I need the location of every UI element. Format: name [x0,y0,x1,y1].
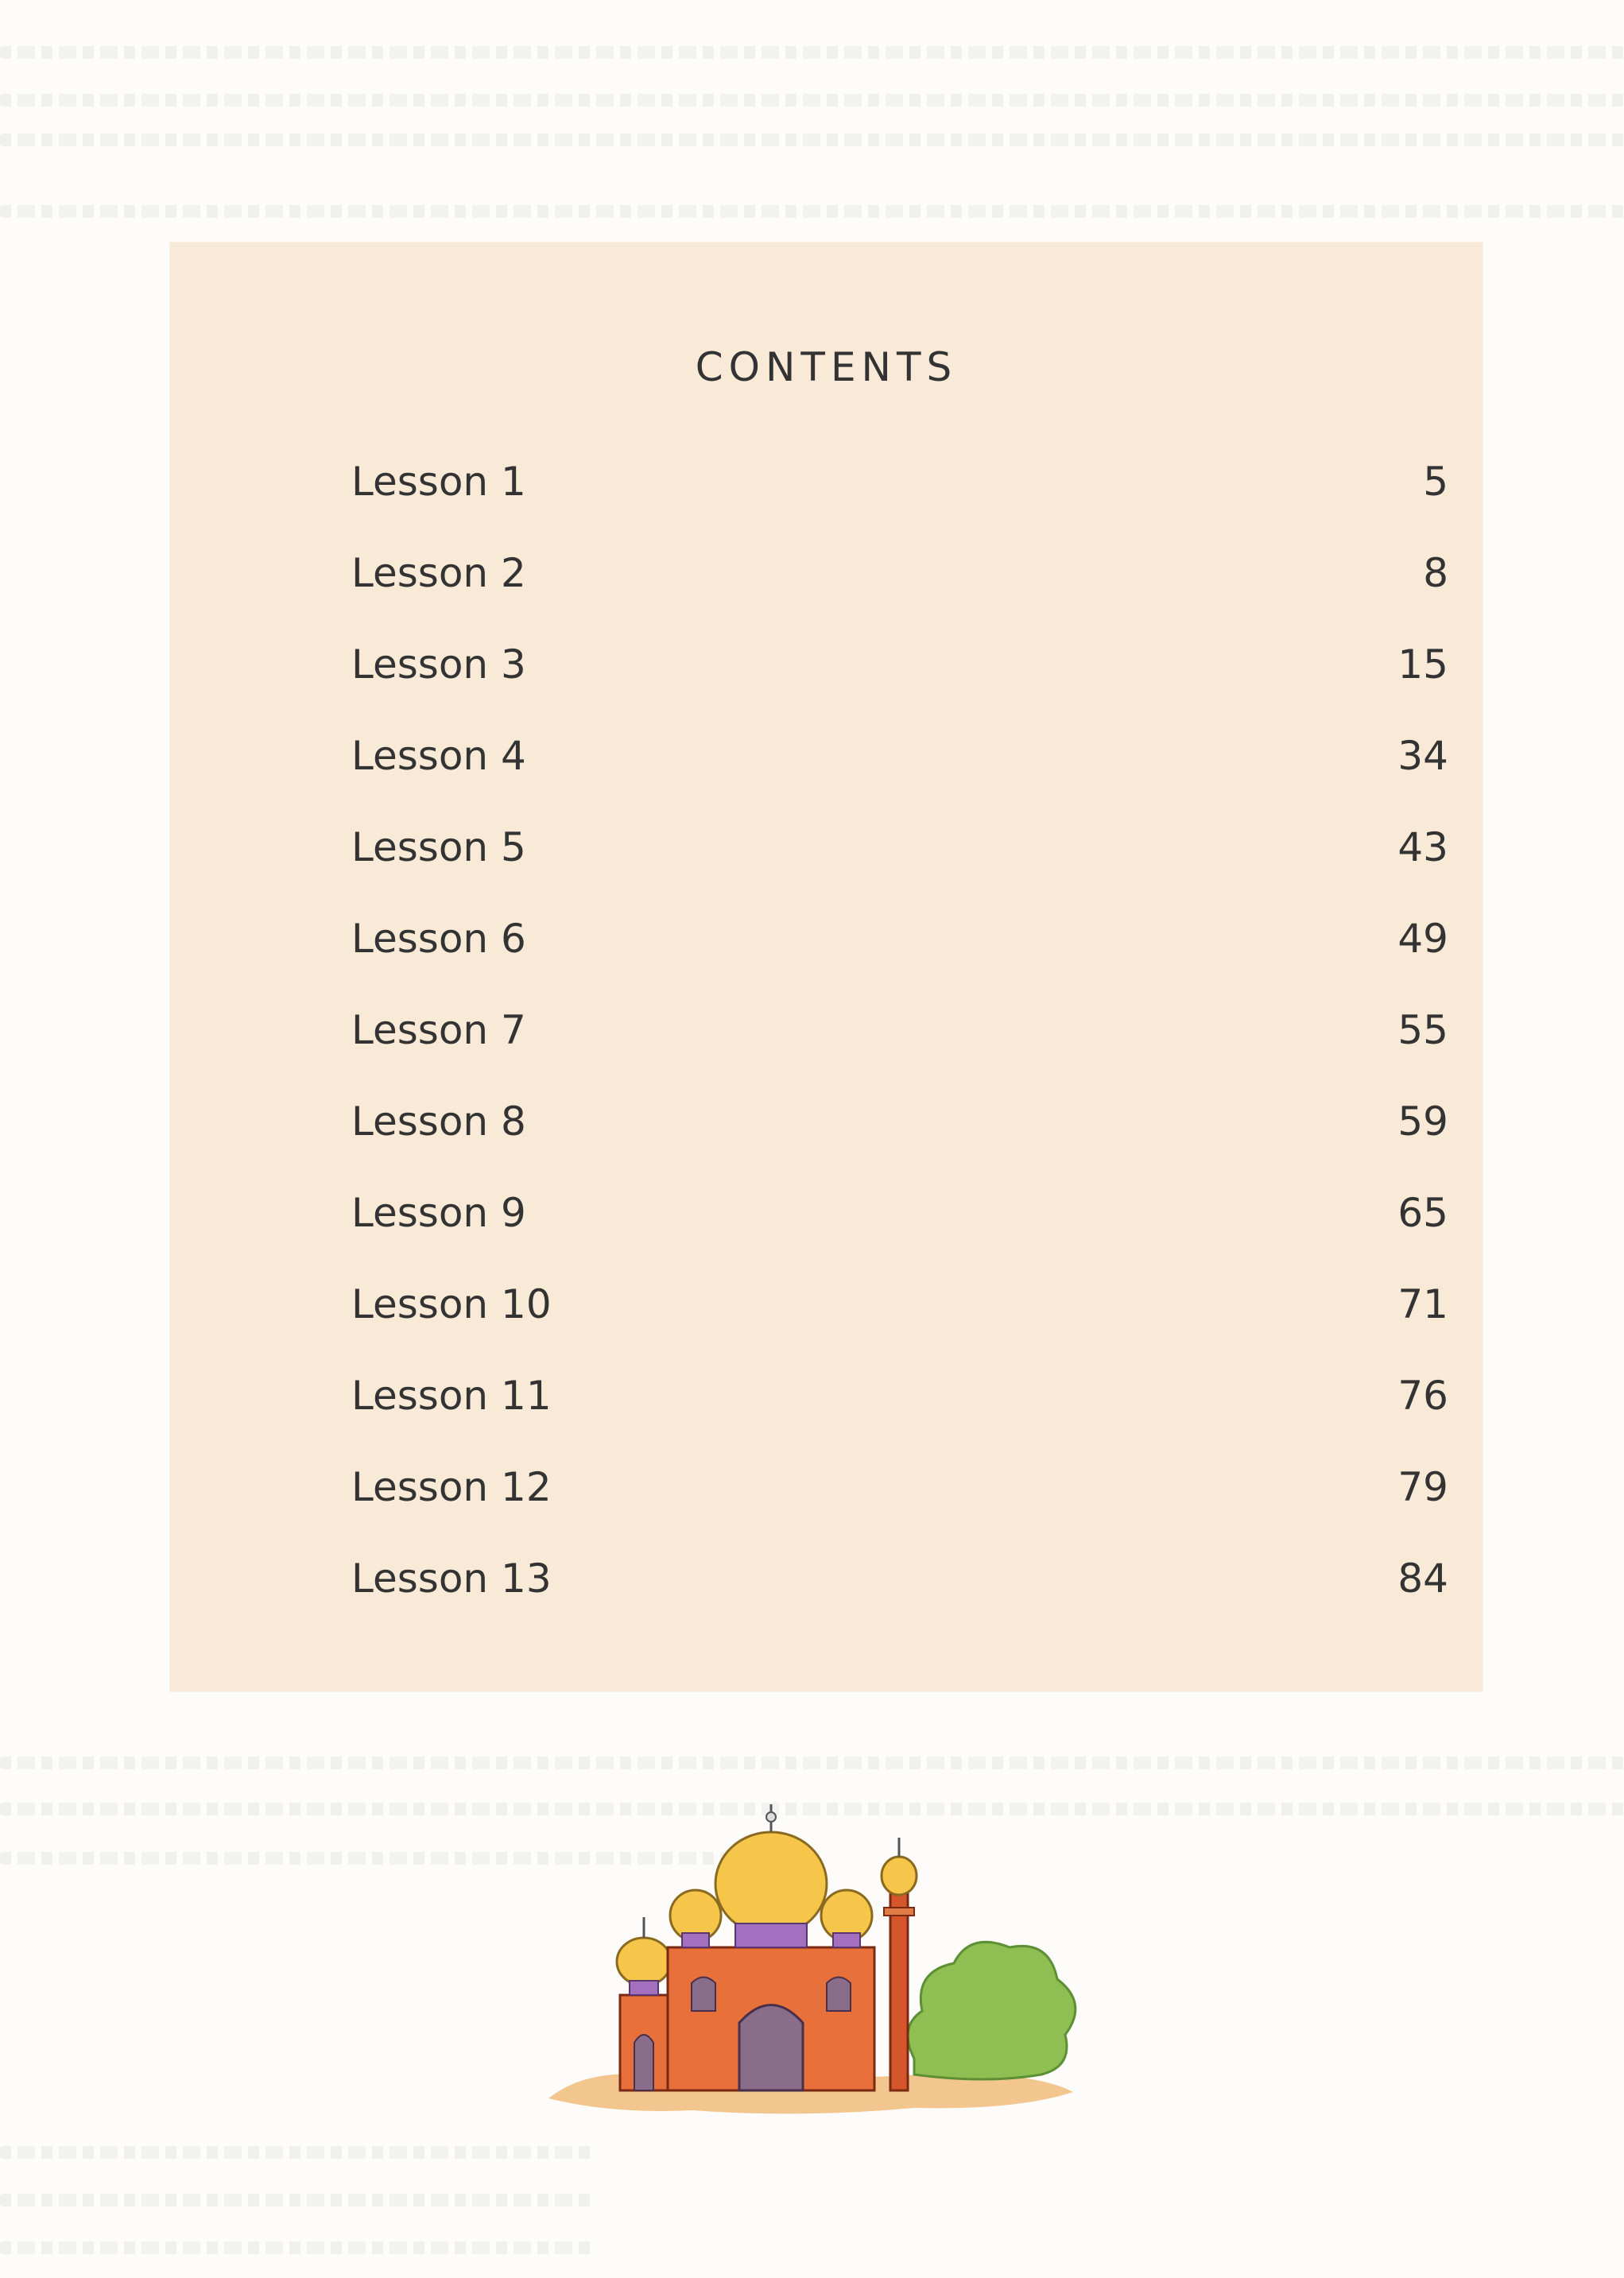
page-number: 49 [1397,916,1448,962]
page-number: 15 [1397,641,1448,688]
lesson-label: Lesson 8 [351,1098,526,1145]
lesson-label: Lesson 5 [351,824,526,870]
toc-entry[interactable] [351,1373,1448,1428]
left-door [634,2035,653,2090]
bush-shape [908,1942,1076,2079]
minaret-dome [882,1857,917,1895]
toc-entry[interactable] [351,916,1448,971]
minaret-balcony [884,1908,914,1916]
toc-entry[interactable] [351,1007,1448,1063]
contents-panel [170,242,1483,1691]
left-dome [617,1938,671,1986]
toc-entry[interactable] [351,1098,1448,1154]
toc-entry[interactable] [351,1281,1448,1337]
main-dome [715,1832,827,1935]
main-door [739,2005,803,2091]
page-number: 8 [1423,550,1448,596]
side-drum-left [682,1933,709,1947]
page-number: 65 [1397,1190,1448,1236]
toc-entry[interactable] [351,641,1448,697]
toc-entry[interactable] [351,550,1448,606]
page-number: 55 [1397,1007,1448,1053]
page-number: 5 [1423,459,1448,505]
main-drum [735,1924,807,1947]
lesson-label: Lesson 10 [351,1281,552,1327]
spire-finial [766,1812,776,1822]
lesson-label: Lesson 2 [351,550,526,596]
toc-entry[interactable] [351,1190,1448,1246]
toc-entry[interactable] [351,1464,1448,1520]
toc-entry[interactable] [351,459,1448,514]
window-right [827,1978,851,2012]
page-number: 79 [1397,1464,1448,1510]
lesson-label: Lesson 4 [351,733,526,779]
page-number: 59 [1397,1098,1448,1145]
lesson-label: Lesson 6 [351,916,526,962]
lesson-label: Lesson 7 [351,1007,526,1053]
lesson-label: Lesson 11 [351,1373,552,1419]
side-drum-right [833,1933,860,1947]
toc-entry[interactable] [351,1555,1448,1611]
page-number: 84 [1397,1555,1448,1602]
page-number: 71 [1397,1281,1448,1327]
lesson-label: Lesson 9 [351,1190,526,1236]
lesson-label: Lesson 1 [351,459,526,505]
toc-entry[interactable] [351,733,1448,788]
page-number: 34 [1397,733,1448,779]
contents-title: CONTENTS [695,344,958,390]
lesson-label: Lesson 12 [351,1464,552,1510]
page-number: 76 [1397,1373,1448,1419]
page-number: 43 [1397,824,1448,870]
window-left [692,1978,715,2012]
lesson-label: Lesson 13 [351,1555,552,1602]
mosque-illustration [541,1796,1081,2130]
toc-entry[interactable] [351,824,1448,880]
left-drum [630,1981,658,1995]
lesson-label: Lesson 3 [351,641,526,688]
